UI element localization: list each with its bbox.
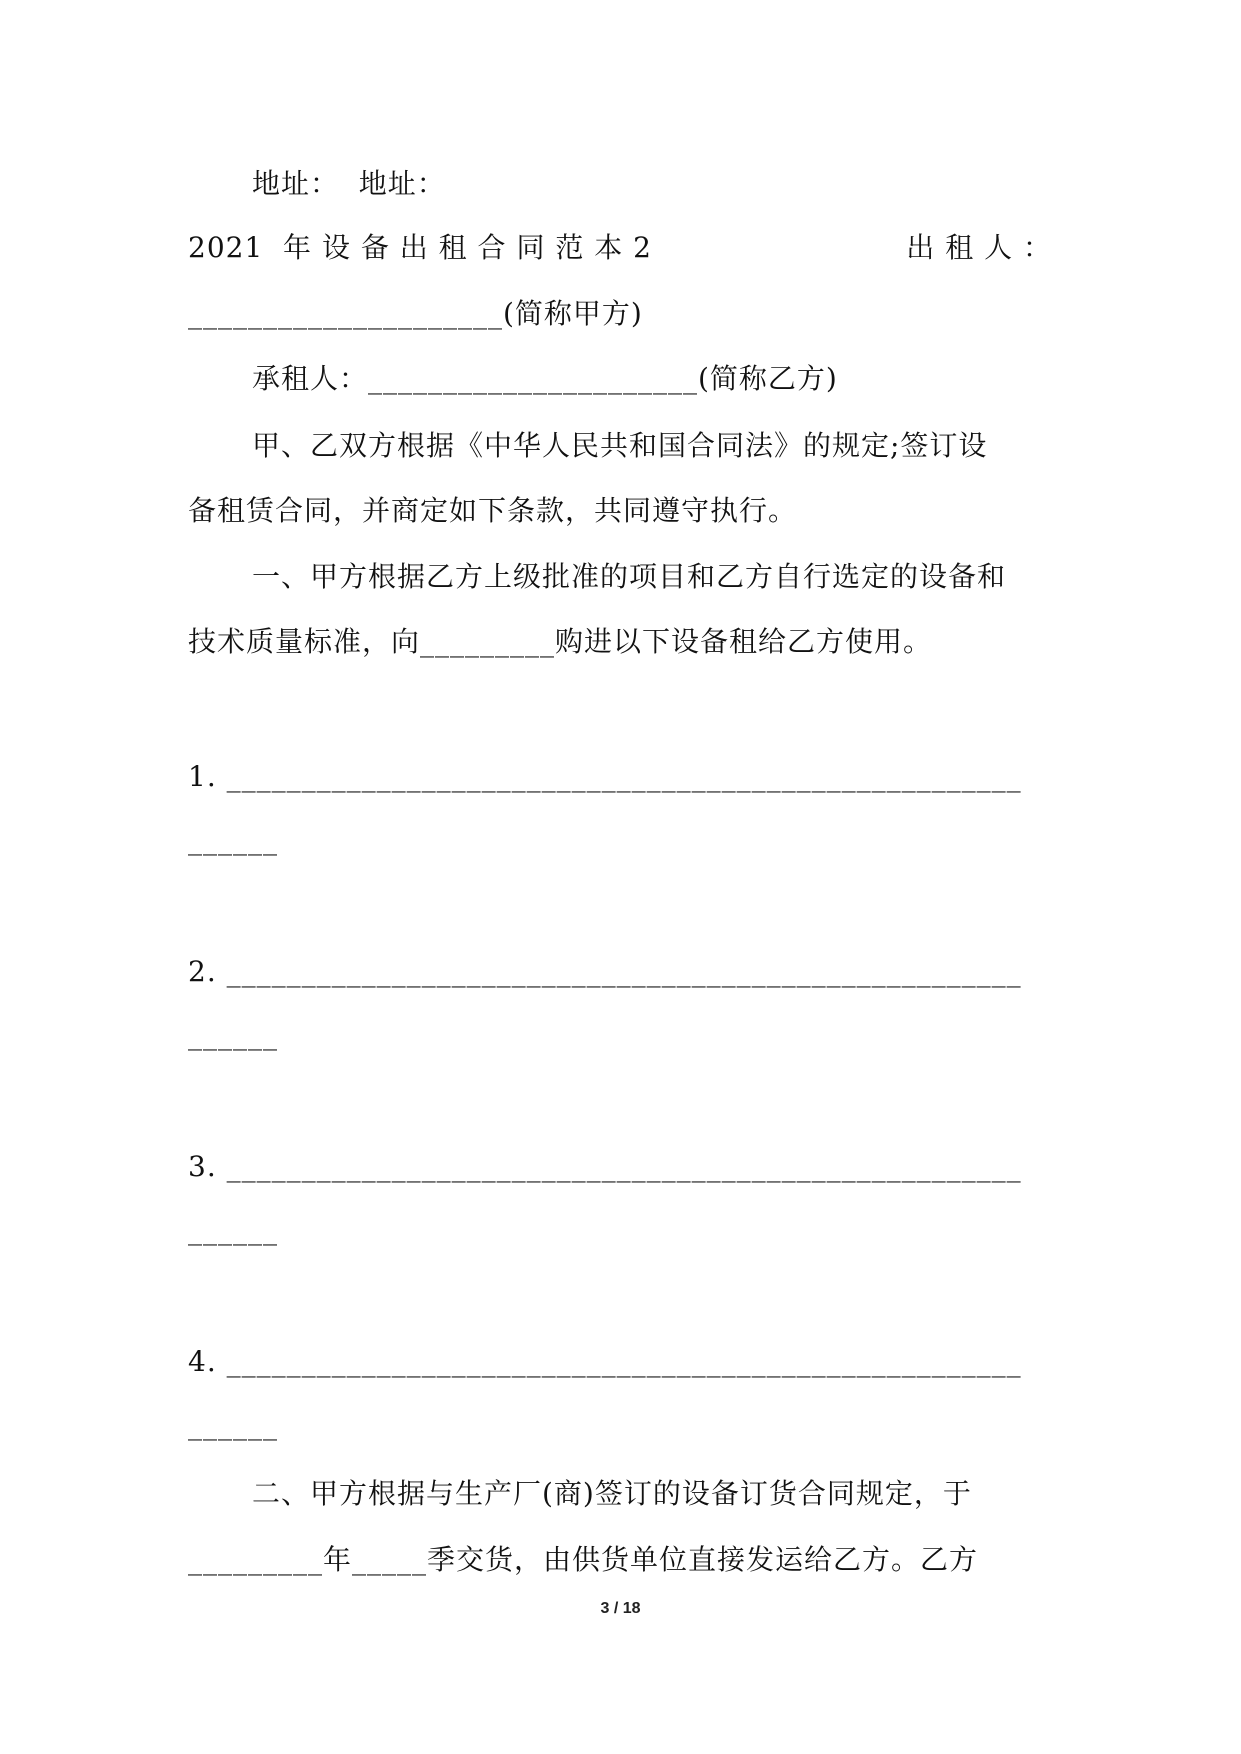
lessor-label: 出 租 人 ： [906, 231, 1052, 264]
equipment-item-3-continued: ______ [188, 1213, 278, 1246]
contract-title: 2021 年 设 备 出 租 合 同 范 本 2 [188, 231, 652, 264]
equipment-item-3: 3. _____________________________________________________ [188, 1150, 1022, 1183]
clause-1-line-1: 一、甲方根据乙方上级批准的项目和乙方自行选定的设备和 [252, 560, 1007, 593]
clause-2-line-2: _________年_____季交货，由供货单位直接发运给乙方。乙方 [188, 1543, 979, 1576]
lessee-line: 承租人：______________________(简称乙方) [252, 362, 838, 395]
equipment-item-4: 4. _____________________________________________________ [188, 1345, 1022, 1378]
preamble-line-1: 甲、乙双方根据《中华人民共和国合同法》的规定;签订设 [252, 429, 988, 462]
lessor-blank-line: _____________________(简称甲方) [188, 297, 643, 330]
equipment-item-2-continued: ______ [188, 1018, 278, 1051]
equipment-item-4-continued: ______ [188, 1408, 278, 1441]
equipment-item-2: 2. _____________________________________________________ [188, 955, 1022, 988]
equipment-item-1: 1. _____________________________________________________ [188, 760, 1022, 793]
clause-2-line-1: 二、甲方根据与生产厂(商)签订的设备订货合同规定，于 [252, 1477, 972, 1510]
equipment-item-1-continued: ______ [188, 823, 278, 856]
page-number: 3 / 18 [600, 1600, 641, 1617]
address-line: 地址： 地址： [252, 167, 446, 200]
preamble-line-2: 备租赁合同，并商定如下条款，共同遵守执行。 [188, 494, 798, 527]
clause-1-line-2: 技术质量标准，向_________购进以下设备租给乙方使用。 [188, 625, 933, 658]
